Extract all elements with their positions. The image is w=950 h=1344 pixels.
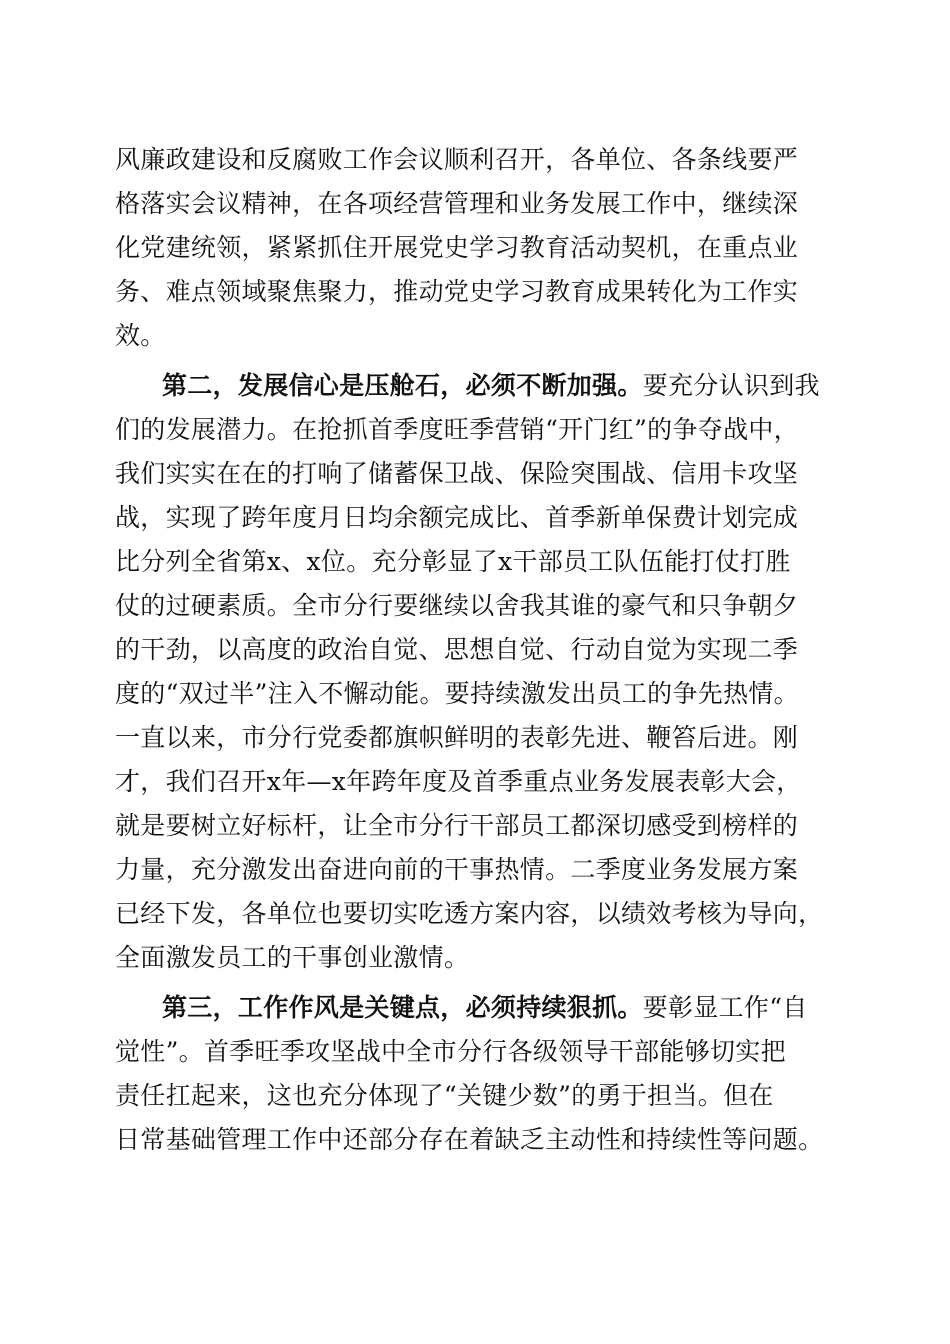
paragraph-2-line-10: 才，我们召开x年—x年跨年度及首季重点业务发展表彰大会， — [115, 767, 802, 796]
paragraph-1-line-4: 务、难点领域聚焦聚力，推动党史学习教育成果转化为工作实 — [115, 277, 799, 306]
paragraph-2-line-7: 的干劲，以高度的政治自觉、思想自觉、行动自觉为实现二季 — [115, 635, 799, 664]
paragraph-2-line-5: 比分列全省第x、x位。充分彰显了x干部员工队伍能打仗打胜 — [115, 547, 791, 576]
paragraph-3-line-1: 要彰显工作“自 — [642, 993, 808, 1022]
paragraph-3-line-3: 责任扛起来，这也充分体现了“关键少数”的勇于担当。但在 — [115, 1081, 774, 1110]
paragraph-2-line-8: 度的“双过半”注入不懈动能。要持续激发出员工的争先热情。 — [115, 679, 799, 708]
paragraph-3-line-2: 觉性”。首季旺季攻坚战中全市分行各级领导干部能够切实把 — [115, 1037, 786, 1066]
paragraph-2-heading: 第二，发展信心是压舱石，必须不断加强。 — [162, 371, 643, 400]
paragraph-1-line-1: 风廉政建设和反腐败工作会议顺利召开，各单位、各条线要严 — [115, 145, 799, 174]
paragraph-2-line-12: 力量，充分激发出奋进向前的干事热情。二季度业务发展方案 — [115, 855, 799, 884]
paragraph-2-line-13: 已经下发，各单位也要切实吃透方案内容，以绩效考核为导向， — [115, 899, 824, 928]
paragraph-2-line-2: 们的发展潜力。在抢抓首季度旺季营销“开门红”的争夺战中， — [115, 415, 799, 444]
paragraph-2-line-9: 一直以来，市分行党委都旗帜鲜明的表彰先进、鞭笞后进。刚 — [115, 723, 799, 752]
paragraph-3-first-line — [162, 986, 808, 1030]
paragraph-2-line-6: 仗的过硬素质。全市分行要继续以舍我其谁的豪气和只争朝夕 — [115, 591, 799, 620]
paragraph-2-line-3: 我们实实在在的打响了储蓄保卫战、保险突围战、信用卡攻坚 — [115, 459, 799, 488]
paragraph-3-line-4: 日常基础管理工作中还部分存在着缺乏主动性和持续性等问题。 — [115, 1125, 824, 1154]
paragraph-2-line-11: 就是要树立好标杆，让全市分行干部员工都深切感受到榜样的 — [115, 811, 799, 840]
paragraph-1-line-3: 化党建统领，紧紧抓住开展党史学习教育活动契机，在重点业 — [115, 233, 799, 262]
paragraph-1-line-2: 格落实会议精神，在各项经营管理和业务发展工作中，继续深 — [115, 189, 799, 218]
paragraph-2-line-4: 战，实现了跨年度月日均余额完成比、首季新单保费计划完成 — [115, 503, 799, 532]
paragraph-3-heading: 第三，工作作风是关键点，必须持续狠抓。 — [162, 993, 643, 1022]
paragraph-2-first-line — [162, 364, 820, 408]
paragraph-1-line-5: 效。 — [115, 321, 166, 350]
paragraph-2-line-14: 全面激发员工的干事创业激情。 — [115, 943, 470, 972]
paragraph-2-line-1: 要充分认识到我 — [642, 371, 820, 400]
